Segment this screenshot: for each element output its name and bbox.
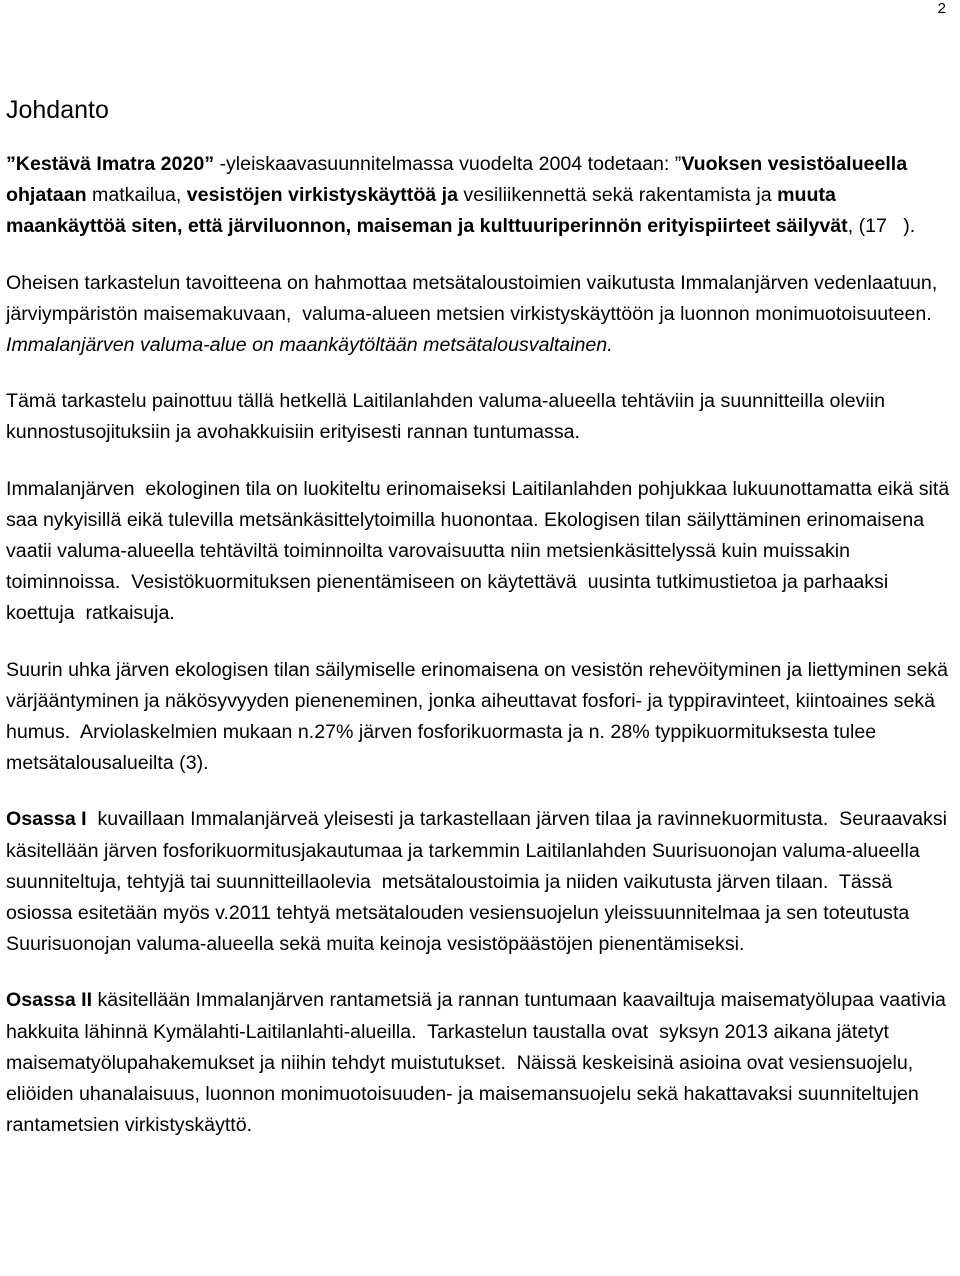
text-run: , (17 ). bbox=[847, 215, 916, 238]
page-title: Johdanto bbox=[6, 96, 109, 124]
paragraph-part-two bbox=[6, 985, 952, 1141]
text-run: Immalanjärven ekologinen tila on luokiteltu erinomaiseksi Laitilanlahden pohjukkaa lukuunottamatta eikä sitä saa nykyisillä eikä tulevilla metsänkäsittelytoimilla huonontaa. Ekologisen tilan säilyttäminen erinomaisena vaatii valuma-alueella tehtäviltä toiminnoilta varovaisuutta niin metsienkäsittelyssä kuin muissakin toiminnoissa. Vesistökuormituksen pienentämiseen on käytettävä uusinta tutkimustietoa ja parhaaksi koettuja ratkaisuja. bbox=[6, 477, 955, 625]
paragraph-focus bbox=[6, 386, 952, 448]
text-run: matkailua, bbox=[86, 184, 187, 207]
document-body bbox=[6, 149, 955, 1166]
text-run: vesiliikennettä sekä rakentamista ja bbox=[457, 184, 778, 207]
text-run: Osassa II bbox=[6, 989, 93, 1012]
text-run: Osassa I bbox=[6, 808, 87, 831]
text-run: Tämä tarkastelu painottuu tällä hetkellä Laitilanlahden valuma-alueella tehtäviin ja suunnitteilla oleviin kunnostusojituksiin ja avohakkuisiin erityisesti rannan tuntumassa. bbox=[6, 390, 896, 444]
paragraph-intro bbox=[6, 149, 952, 243]
paragraph-purpose bbox=[6, 268, 952, 362]
paragraph-part-one bbox=[6, 804, 952, 960]
text-run: Oheisen tarkastelun tavoitteena on hahmottaa metsätaloustoimien vaikutusta Immalanjärven vedenlaatuun, järviympäristön maisemakuvaan, valuma-alueen metsien virkistyskäyttöön ja luonnon monimuotoisuuteen. bbox=[6, 271, 943, 325]
paragraph-ecological-status bbox=[6, 474, 955, 630]
text-run: kuvaillaan Immalanjärveä yleisesti ja tarkastellaan järven tilaa ja ravinnekuormitusta. Seuraavaksi käsitellään järven fosforikuormitusjakautumaa ja tarkemmin Laitilanlahden Suurisuonojan valuma-alueella suunniteltuja, tehtyjä tai suunnitteillaolevia metsätaloustoimia ja niiden vaikutusta järven tilaan. Tässä osiossa esitetään myös v.2011 tehtyä metsätalouden vesiensuojelun yleissuunnitelmaa ja sen toteutusta Suurisuonojan valuma-alueella sekä muita keinoja vesistöpäästöjen pienentämiseksi. bbox=[6, 808, 953, 956]
paragraph-threat bbox=[6, 655, 952, 780]
text-run: Suurin uhka järven ekologisen tilan säilymiselle erinomaisena on vesistön rehevöityminen ja liettyminen sekä värjääntyminen ja näkösyvyyden pieneneminen, jonka aiheuttavat fosfori- ja typpiravinteet, kiintoaines sekä humus. Arviolaskelmien mukaan n.27% järven fosforikuormasta ja n. 28% typpikuormituksesta tulee metsätalousalueilta (3). bbox=[6, 658, 954, 775]
text-run: Vuoksen vesistöalueella ohjataan bbox=[6, 153, 913, 207]
text-run: vesistöjen virkistyskäyttöä ja bbox=[186, 184, 458, 207]
text-run: -yleiskaavasuunnitelmassa vuodelta 2004 todetaan: ” bbox=[214, 153, 682, 175]
text-run: ”Kestävä Imatra 2020” bbox=[6, 153, 215, 175]
page-number: 2 bbox=[937, 0, 946, 17]
text-run: muuta maankäyttöä siten, että järviluonnon, maiseman ja kulttuuriperinnön erityispiirteet säilyvät bbox=[6, 184, 848, 238]
text-run: käsitellään Immalanjärven rantametsiä ja rannan tuntumaan kaavailtuja maisematyölupaa vaativia hakkuita lähinnä Kymälahti-Laitilanlahti-alueilla. Tarkastelun taustalla ovat syksyn 2013 aikana jätetyt maisematyölupahakemukset ja niihin tehdyt muistutukset. Näissä keskeisinä asioina ovat vesiensuojelu, eliöiden uhanalaisuus, luonnon monimuotoisuuden- ja maisemansuojelu sekä hakattavaksi suunniteltujen rantametsien virkistyskäyttö. bbox=[6, 989, 952, 1137]
text-run: Immalanjärven valuma-alue on maankäytöltään metsätalousvaltainen. bbox=[6, 334, 613, 357]
